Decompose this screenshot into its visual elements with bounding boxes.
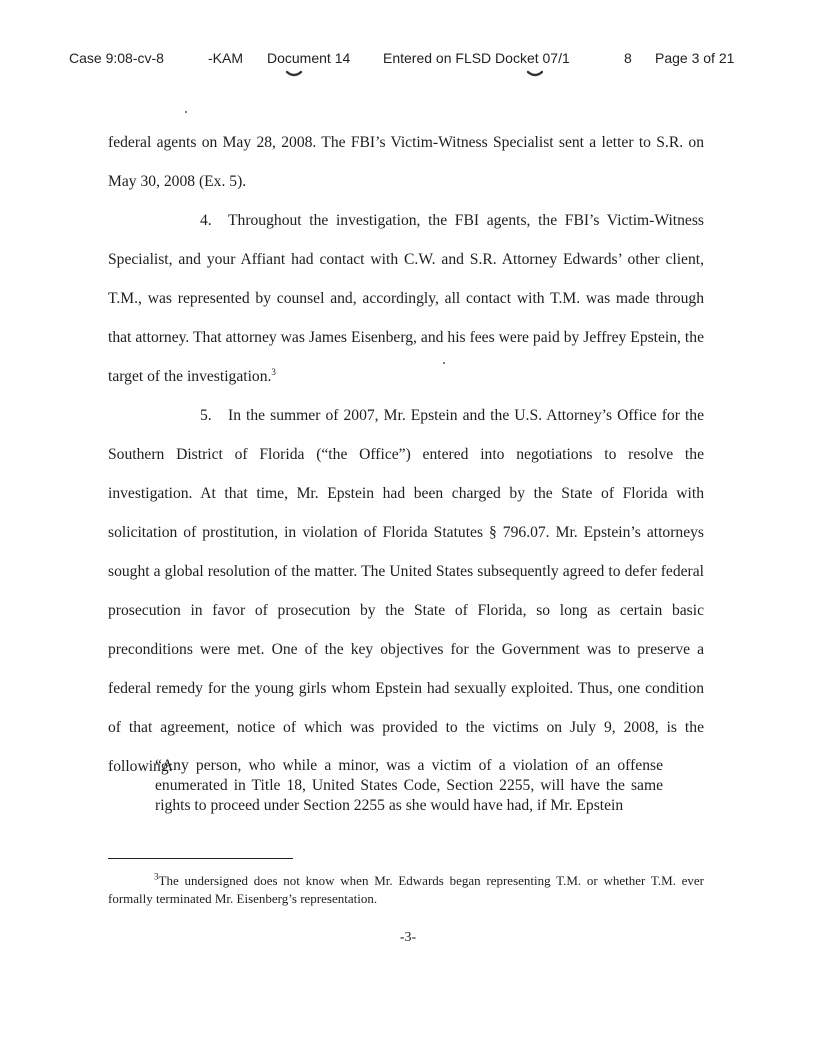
header-date-fragment: 8 [624,50,632,66]
scan-speck [185,111,187,113]
header-entered-docket: Entered on FLSD Docket 07/1 [383,50,570,66]
paragraph-5-text: In the summer of 2007, Mr. Epstein and the U.S. Attorney’s Office for the Southern District of Florida (“the Office”) entered into negotiations to resolve the investigation. At that time, Mr. Epstein had been charged by the State of Florida with solicitation of prostitution, in violation of Florida Statutes § 796.07. Mr. Epstein’s attorneys sought a global resolution of the matter. The United States subsequently agreed to defer federal prosecution in favor of prosecution by the State of Florida, so long as certain basic preconditions were met. One of the key objectives for the Government was to preserve a federal remedy for the young girls whom Epstein had sexually exploited. Thus, one condition of that agreement, notice of which was provided to the victims on July 9, 2008, is the following: [108,407,704,775]
paragraph-4 [108,201,704,396]
paragraph-number: 5. [200,407,212,424]
footnote-marker: 3 [154,871,159,882]
continuation-paragraph: federal agents on May 28, 2008. The FBI’s Victim-Witness Specialist sent a letter to S.R. on May 30, 2008 (Ex. 5). [108,134,704,190]
header-case-number: Case 9:08-cv-8 [69,50,164,66]
scan-smudge-mark [527,70,543,78]
docket-header [0,50,816,72]
page-number: -3- [399,930,417,945]
paragraph-4-text: Throughout the investigation, the FBI agents, the FBI’s Victim-Witness Specialist, and your Affiant had contact with C.W. and S.R. Attorney Edwards’ other client, T.M., was represented by counsel and, accordingly, all contact with T.M. was made through that attorney. That attorney was James Eisenberg, and his fees were paid by Jeffrey Epstein, the target of the investigation. [108,212,704,385]
header-page-count: Page 3 of 21 [655,50,735,66]
scan-smudge-mark [286,70,302,78]
main-body [108,123,704,786]
paragraph-number: 4. [200,212,212,229]
footnote-text: The undersigned does not know when Mr. Edwards began representing T.M. or whether T.M. ever formally terminated Mr. Eisenberg’s representation. [108,873,704,906]
agreement-quote: “Any person, who while a minor, was a victim of a violation of an offense enumerated in Title 18, United States Code, Section 2255, will have the same rights to proceed under Section 2255 as she would have had, if Mr. Epstein [155,757,663,814]
footnote-divider [108,858,293,859]
paragraph-5 [108,396,704,786]
header-document-number: Document 14 [267,50,351,66]
footnote-reference: 3 [271,366,276,377]
header-judge-initials: -KAM [208,50,243,66]
footnote [108,872,704,908]
